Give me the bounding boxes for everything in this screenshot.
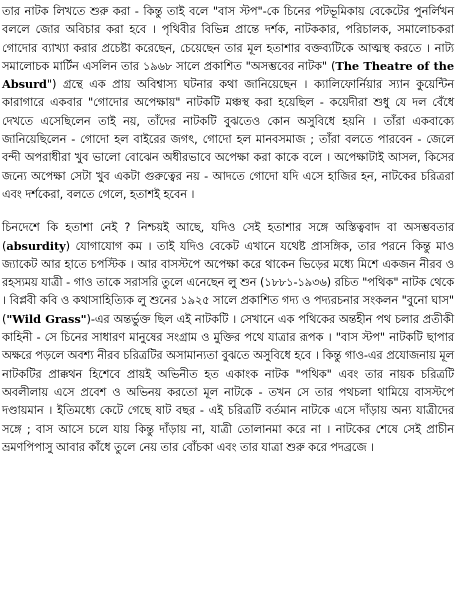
paragraph-text: )-এর অন্তর্ভুক্ত ছিল এই নাটকটি । সেখানে এক পথিকের অন্তহীন পথ চলার প্রতীকী কাহিনী - সে চিনের সাধারণ মানুষের সংগ্রাম ও মুক্তির পথে যাত্রার রূপক । "বাস স্টপ" নাটকটি ছাপার অক্ষরে পড়লে অবশ্য নীরব চরিত্রটির অসামান্যতা বুঝতে অসুবিধে হবে । কিন্তু গাও-এর প্রযোজনায় মূল নাটকটির প্রাক্কথন হিশেবে প্রায়ই অভিনীত হত একাংক নাটক "পথিক" এবং তার নায়ক চরিত্রটি অবলীলায় এসে প্রবেশ ও অভিনয় করতো মূল নাটকে - তখন সে তার পথচলা থামিয়ে বাসস্টপে দণ্ডায়মান । ইতিমধ্যে কেটে গেছে ষাট বছর - এই চরিত্রটি বর্তমান নাটকে এসে দাঁড়ায় অন্য যাত্রীদের সঙ্গে ; বাস আসে চলে যায় কিন্তু দাঁড়ায় না, যাত্রী তোলানমা করে না । নাটকের শেষে সেই প্রাচীন ভ্রমণপিপাসু আবার কাঁধে তুলে নেয় তার বোঁচকা এবং তার যাত্রা শুরু করে পদব্রজে । — [2, 311, 454, 454]
paragraph-text: ) যোগাযোগ কম । তাই যদিও বেকেট এখানে যথেষ্ট প্রাসঙ্গিক, তার পরনে কিন্তু মাও জ্যাকেট আর হাতে চপস্টিক । আর বাসস্টপে অপেক্ষা করে থাকেন ভিড়ের মধ্যে মিশে একজন নীরব ও রহস্যময় যাত্রী - গাও তাকে সরাসরি তুলে এনেছেন লু শুন (১৮৮১-১৯৩৬) রচিত "পথিক" নাটক থেকে । বিপ্লবী কবি ও কথাসাহিত্যিক লু শুনের ১৯২৫ সালে প্রকাশিত গদ্য ও পদ্যরচনার সংকলন "বুনো ঘাস" ( — [2, 238, 454, 326]
paragraph-prison-performance — [2, 2, 454, 203]
paragraph-china-despair — [2, 218, 454, 456]
paragraph-text: তার নাটক লিখতে শুরু করা - কিন্তু তাই বলে "বাস স্টপ"-কে চিনের পটভূমিকায় বেকেটের পুনর্লিখন বললে জোর অবিচার করা হবে । পৃথিবীর বিভিন্ন প্রান্তে দর্শক, নাটককার, পরিচালক, সমালোচকরা গোদোর ব্যাখ্যা করার প্রচেষ্টা করেছেন, চেয়েছেন তার মূল হতাশার বক্তব্যটিকে আত্মস্থ করতে । নাট্য সমালোচক মার্টিন এসলিন তার ১৯৬৮ সালে প্রকাশিত "অসম্ভবের নাটক" ( — [2, 4, 454, 73]
collection-title-english: "Wild Grass" — [6, 311, 87, 326]
paragraph-text: চিনদেশে কি হতাশা নেই ? নিশ্চয়ই আছে, যদিও সেই হতাশার সঙ্গে অস্তিত্ববাদ বা অসম্ভবতার ( — [2, 220, 454, 253]
book-title-english: The Theatre of the Absurd — [2, 58, 454, 92]
paragraph-text: ") গ্রন্থে এক প্রায় অবিশ্বাস্য ঘটনার কথা জানিয়েছেন । ক্যালিফোর্নিয়ার স্যান কুয়েন্টিন কারাগারে একবার "গোদোর অপেক্ষায়" নাটকটি মঞ্চস্থ করা হয়েছিল - কয়েদীরা শুধু যে দল বেঁধে দেখতে এসেছিলেন তাই নয়, তাঁদের নাটকটি বুঝতেও কোন অসুবিধে হয়নি । তাঁরা একবাক্যে জানিয়েছিলেন - গোদো হল বাইরের জগৎ, গোদো হল মানবসমাজ ; তাঁরা বলতে পারবেন - জেলে বন্দী অপরাধীরা খুব ভালো বোঝেন অধীরভাবে অপেক্ষা করা কাকে বলে । অপেক্ষাটাই আসল, কিসের জন্যে অপেক্ষা সেটা খুব একটা গুরুত্বের নয় - আদতে গোদো যদি এসে হাজির হন, নাটকের চরিত্ররা এবং দর্শকেরা, বলতে গেলে, হতাশই হবেন । — [2, 77, 454, 201]
term-absurdity: absurdity — [6, 238, 66, 253]
